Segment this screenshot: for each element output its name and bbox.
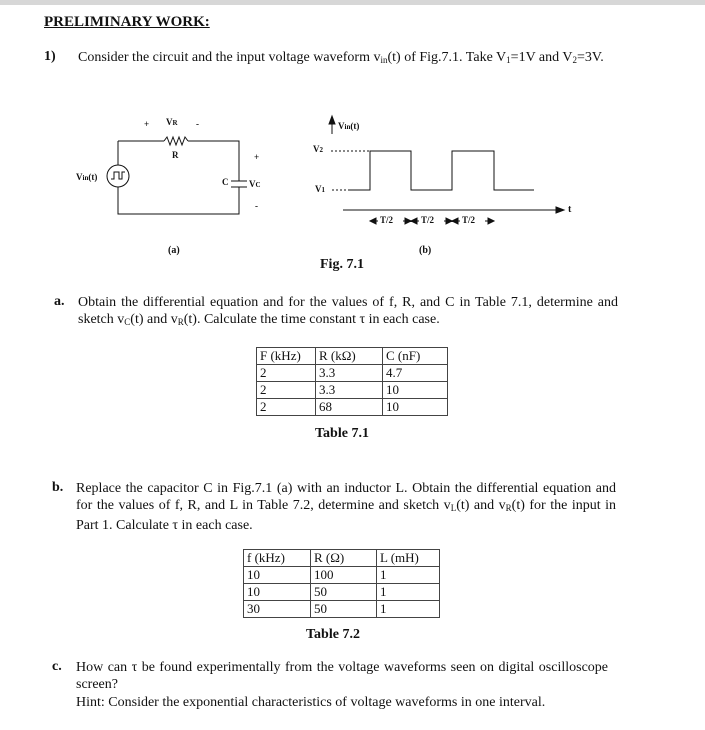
vr-plus-sign: + — [144, 119, 150, 129]
table-cell: 50 — [311, 584, 377, 601]
part-b-text: Replace the capacitor C in Fig.7.1 (a) with an inductor L. Obtain the differential equation and for the values of f, R, and L in Table 7.2, determine and sketch $v_L(t)$ and $v_R(t)$ for the input in Part 1. Calculate τ in each case. — [76, 481, 616, 533]
vr-minus-sign: - — [196, 119, 199, 129]
table-cell: 68 — [316, 399, 383, 416]
vr-label: VR — [166, 117, 178, 127]
table-header-cell: R (Ω) — [311, 550, 377, 567]
table-header-cell: C (nF) — [383, 348, 448, 365]
table-7-2 — [243, 549, 440, 618]
circuit-sublabel: (a) — [168, 245, 180, 256]
part-c-text: How can τ be found experimentally from the voltage waveforms seen on digital oscilloscope screen? — [76, 660, 608, 692]
table-header-cell: L (mH) — [377, 550, 440, 567]
table-7-1 — [256, 347, 448, 416]
table-cell: 2 — [257, 365, 316, 382]
interval-label-3: T/2 — [462, 215, 476, 225]
interval-label-1: T/2 — [380, 215, 394, 225]
table-header-cell: f (kHz) — [244, 550, 311, 567]
table-cell: 3.3 — [316, 382, 383, 399]
table-header-row — [244, 550, 440, 567]
figure-caption: Fig. 7.1 — [320, 257, 364, 272]
table-row — [257, 365, 448, 382]
table-row — [244, 567, 440, 584]
waveform-sublabel: (b) — [419, 245, 432, 256]
table-cell: 10 — [383, 399, 448, 416]
table-cell: 50 — [311, 601, 377, 618]
vc-minus-sign: - — [255, 201, 258, 211]
table-cell: 1 — [377, 601, 440, 618]
table-cell: 30 — [244, 601, 311, 618]
part-a-letter: a. — [54, 294, 65, 309]
vc-label: VC — [249, 179, 261, 189]
table-cell: 2 — [257, 382, 316, 399]
table-cell: 10 — [383, 382, 448, 399]
waveform-vin-label: Vin(t) — [338, 121, 360, 131]
table-7-1-caption: Table 7.1 — [315, 426, 369, 441]
table-cell: 10 — [244, 567, 311, 584]
table-cell: 2 — [257, 399, 316, 416]
interval-label-2: T/2 — [421, 215, 435, 225]
table-header-row — [257, 348, 448, 365]
table-cell: 10 — [244, 584, 311, 601]
part-b-letter: b. — [52, 480, 64, 495]
table-header-cell: R (kΩ) — [316, 348, 383, 365]
vin-source-label: Vin(t) — [76, 172, 98, 182]
table-row — [257, 382, 448, 399]
v2-level-label: V2 — [313, 144, 323, 154]
table-row — [244, 601, 440, 618]
resistor-label: R — [172, 150, 179, 160]
v1-level-label: V1 — [315, 184, 325, 194]
problem-statement: Consider the circuit and the input voltage waveform $v_{in}(t)$ of Fig.7.1. Take $V_1=1V$ and $V_2=3V$. — [78, 50, 604, 65]
waveform-time-arrow — [556, 207, 564, 213]
table-cell: 1 — [377, 567, 440, 584]
vc-plus-sign: + — [254, 152, 260, 162]
page-heading: PRELIMINARY WORK: — [44, 14, 210, 30]
part-c-hint: Hint: Consider the exponential characteristics of voltage waveforms in one interval. — [76, 695, 546, 710]
part-a-text: Obtain the differential equation and for the values of f, R, and C in Table 7.1, determine and sketch $v_C(t)$ and $v_R(t)$. Calculate the time constant τ in each case. — [78, 295, 618, 327]
table-row — [244, 584, 440, 601]
part-c-letter: c. — [52, 659, 62, 674]
table-cell: 1 — [377, 584, 440, 601]
square-wave-trace — [350, 151, 534, 190]
waveform-diagram — [0, 0, 705, 300]
time-axis-label: t — [568, 204, 572, 215]
table-cell: 3.3 — [316, 365, 383, 382]
waveform-y-arrow — [329, 116, 335, 124]
table-row — [257, 399, 448, 416]
table-7-2-caption: Table 7.2 — [306, 627, 360, 642]
capacitor-label: C — [222, 177, 229, 187]
table-header-cell: F (kHz) — [257, 348, 316, 365]
problem-number: 1) — [44, 49, 56, 64]
table-cell: 100 — [311, 567, 377, 584]
table-cell: 4.7 — [383, 365, 448, 382]
